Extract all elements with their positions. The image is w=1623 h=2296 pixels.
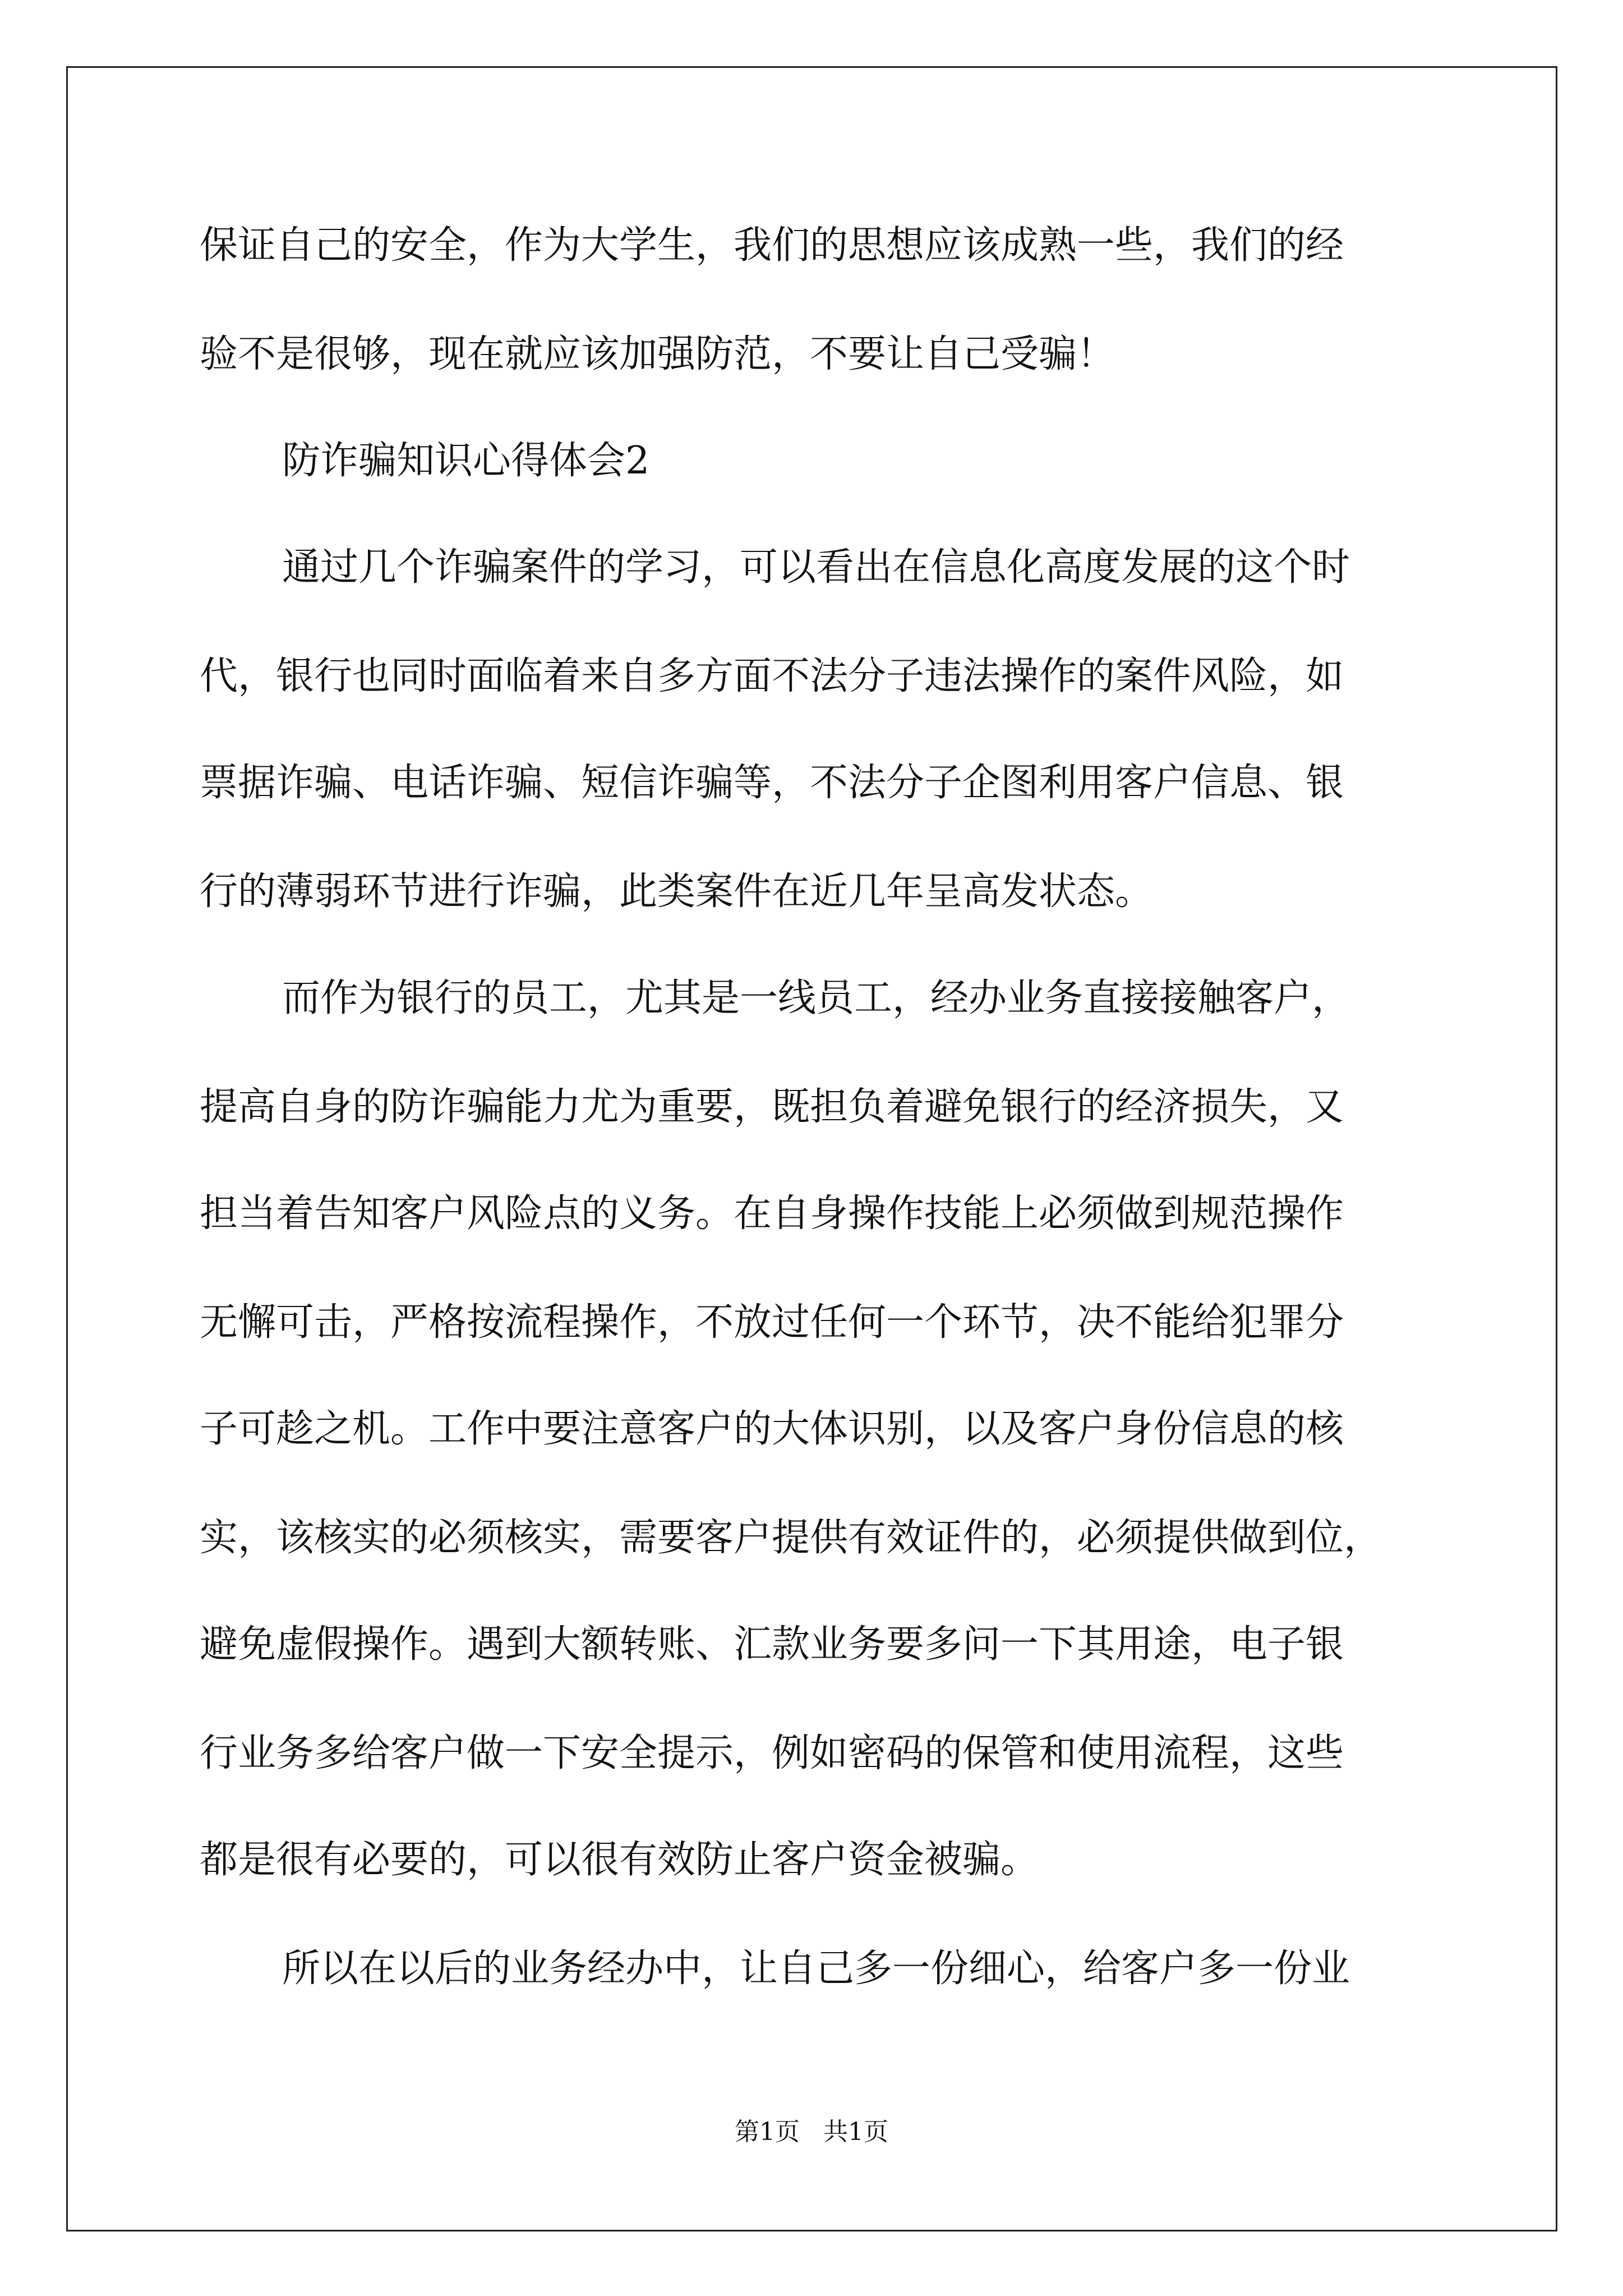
body-text-line: 担当着告知客户风险点的义务。在自身操作技能上必须做到规范操作 bbox=[200, 1191, 1344, 1236]
body-text-line: 保证自己的安全，作为大学生，我们的思想应该成熟一些，我们的经 bbox=[200, 223, 1344, 268]
body-text-line: 验不是很够，现在就应该加强防范，不要让自己受骗！ bbox=[200, 332, 1115, 376]
body-text-line: 提高自身的防诈骗能力尤为重要，既担负着避免银行的经济损失，又 bbox=[200, 1085, 1344, 1129]
body-text-line: 代，银行也同时面临着来自多方面不法分子违法操作的案件风险，如 bbox=[200, 654, 1344, 698]
page-border bbox=[66, 66, 1557, 2231]
body-text-line: 子可趁之机。工作中要注意客户的大体识别，以及客户身份信息的核 bbox=[200, 1407, 1344, 1451]
body-text-line: 无懈可击，严格按流程操作，不放过任何一个环节，决不能给犯罪分 bbox=[200, 1300, 1344, 1345]
body-text-line: 而作为银行的员工，尤其是一线员工，经办业务直接接触客户， bbox=[282, 976, 1350, 1020]
section-heading: 防诈骗知识心得体会2 bbox=[282, 439, 650, 483]
body-text-line: 通过几个诈骗案件的学习，可以看出在信息化高度发展的这个时 bbox=[282, 545, 1350, 590]
body-text-line: 都是很有必要的，可以很有效防止客户资金被骗。 bbox=[200, 1838, 1039, 1882]
body-text-line: 票据诈骗、电话诈骗、短信诈骗等，不法分子企图利用客户信息、银 bbox=[200, 761, 1344, 805]
page-footer: 第1页 共1页 bbox=[735, 2118, 888, 2146]
body-text-line: 行业务多给客户做一下安全提示，例如密码的保管和使用流程，这些 bbox=[200, 1731, 1344, 1775]
body-text-line: 实，该核实的必须核实，需要客户提供有效证件的，必须提供做到位， bbox=[200, 1516, 1382, 1560]
body-text-line: 行的薄弱环节进行诈骗，此类案件在近几年呈高发状态。 bbox=[200, 869, 1154, 914]
body-text-line: 所以在以后的业务经办中，让自己多一份细心，给客户多一份业 bbox=[282, 1947, 1350, 1991]
body-text-line: 避免虚假操作。遇到大额转账、汇款业务要多问一下其用途，电子银 bbox=[200, 1622, 1344, 1667]
